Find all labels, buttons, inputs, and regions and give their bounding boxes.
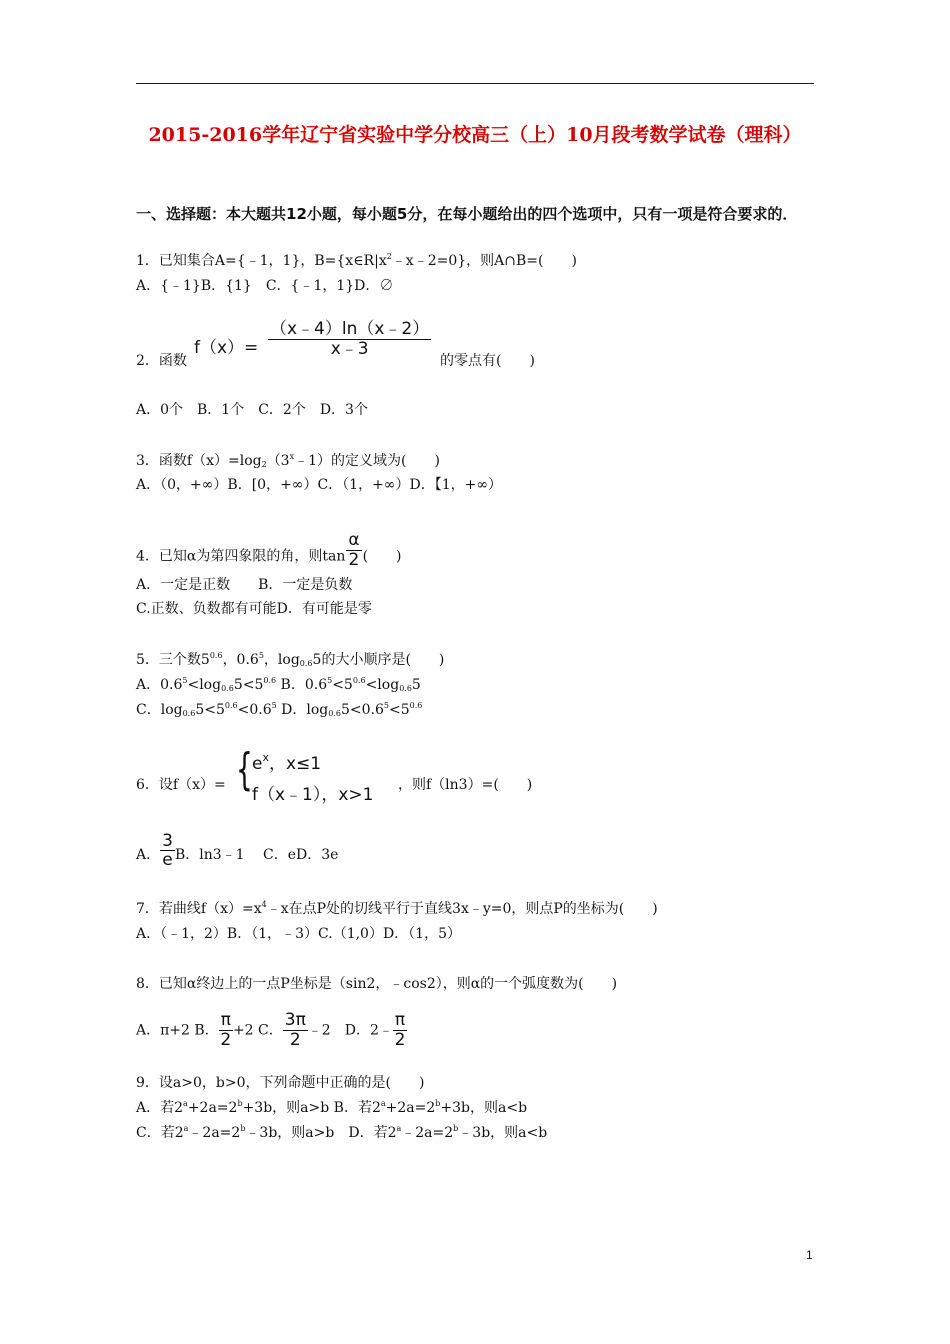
- question-5-options-ab: A．$0.6^5<\log_{0.6}5<5^{0.6}$ B．$0.6^5<5^{0.6}<\log_{0.6}5$: [136, 676, 421, 693]
- question-2-fx: f（x）=: [194, 338, 259, 358]
- question-4-fraction: $\frac{\alpha}{2}$: [348, 530, 360, 570]
- question-4-options-2: C.正数、负数都有可能D．有可能是零: [136, 601, 372, 617]
- question-5-stem: 5．三个数$5^{0.6}$，$0.6^5$，$\log_{0.6}5$的大小顺序是( ): [136, 651, 445, 668]
- option-a-fraction: $\frac{3}{e}$: [162, 831, 173, 870]
- question-3-options: A．（0，+∞）B．[0，+∞）C．（1，+∞）D．【1，+∞）: [136, 477, 502, 493]
- question-9-options-ab: A．若$2^a+2a=2^b+3b$，则a>b B．若$2^a+2a=2^b+3b$，则a<b: [136, 1099, 528, 1116]
- question-9-options-cd: C．若$2^a﹣2a=2^b﹣3b$，则a>b D．若$2^a﹣2a=2^b﹣3b$，则a<b: [136, 1124, 548, 1141]
- question-8-stem: 8．已知α终边上的一点P坐标是（sin2，﹣cos2），则α的一个弧度数为( ): [136, 976, 618, 992]
- exam-title: 2015-2016学年辽宁省实验中学分校高三（上）10月段考数学试卷（理科）: [148, 124, 802, 146]
- piecewise-brace: {: [236, 744, 253, 795]
- question-6-options: A． $\frac{3}{e}$ B．ln3﹣1 C．eD．3e: [136, 831, 339, 870]
- section-heading: 一、选择题：本大题共12小题，每小题5分，在每小题给出的四个选项中，只有一项是符合要求的．: [136, 205, 798, 223]
- piecewise-case-1: $e^x$，x≤1: [252, 751, 322, 774]
- question-1-options: A．{﹣1}B．{1} C．{﹣1，1}D．∅: [136, 278, 394, 294]
- question-3-stem: 3．函数$f(x)=\log_2(3^x﹣1)$的定义域为( ): [136, 452, 440, 469]
- option-d-fraction: $\frac{\pi}{2}$: [394, 1010, 406, 1050]
- question-5-options-cd: C．$\log_{0.6}5<5^{0.6}<0.6^5$ D．$\log_{0.6}5<0.6^5<5^{0.6}$: [136, 701, 423, 718]
- question-8-options: A．π+2 B． $\frac{\pi}{2}$ +2 C． $\frac{3\pi}{2}$ ﹣2 D．2﹣ $\frac{\pi}{2}$: [136, 1010, 406, 1050]
- question-2-tail: 的零点有( ): [440, 353, 535, 369]
- question-2-fraction: $\frac{(x﹣4)\ln(x﹣2)}{x﹣3}$: [270, 319, 430, 359]
- top-rule: [136, 83, 814, 84]
- question-6-stem: 6．设f（x）=: [136, 777, 226, 793]
- question-9-stem: 9．设a>0，b>0，下列命题中正确的是( ): [136, 1075, 425, 1091]
- option-b-fraction: $\frac{\pi}{2}$: [220, 1010, 232, 1050]
- question-1-stem: 1．已知集合A={﹣1，1}，$B=\{x\in R|x^2﹣x﹣2=0\}$，则A∩B=( ): [136, 252, 577, 269]
- page-number: 1: [806, 1248, 813, 1262]
- question-6-tail: ，则f（ln3）=( ): [398, 777, 533, 793]
- piecewise-case-2: f（x﹣1），x>1: [252, 785, 374, 805]
- option-c-fraction: $\frac{3\pi}{2}$: [284, 1010, 306, 1050]
- question-7-stem: 7．若曲线$f(x)=x^4﹣x$在点P处的切线平行于直线3x﹣y=0，则点P的坐标为( ): [136, 900, 658, 917]
- question-4-stem: 4．已知α为第四象限的角，则tan $\frac{\alpha}{2}$ ( ): [136, 530, 402, 570]
- question-2-options: A．0个 B．1个 C．2个 D．3个: [136, 402, 368, 418]
- question-2-label: 2．函数: [136, 353, 187, 369]
- question-7-options: A．（﹣1，2）B．（1，﹣3）C.（1,0）D．（1，5）: [136, 926, 461, 942]
- question-4-options-1: A．一定是正数 B．一定是负数: [136, 577, 353, 593]
